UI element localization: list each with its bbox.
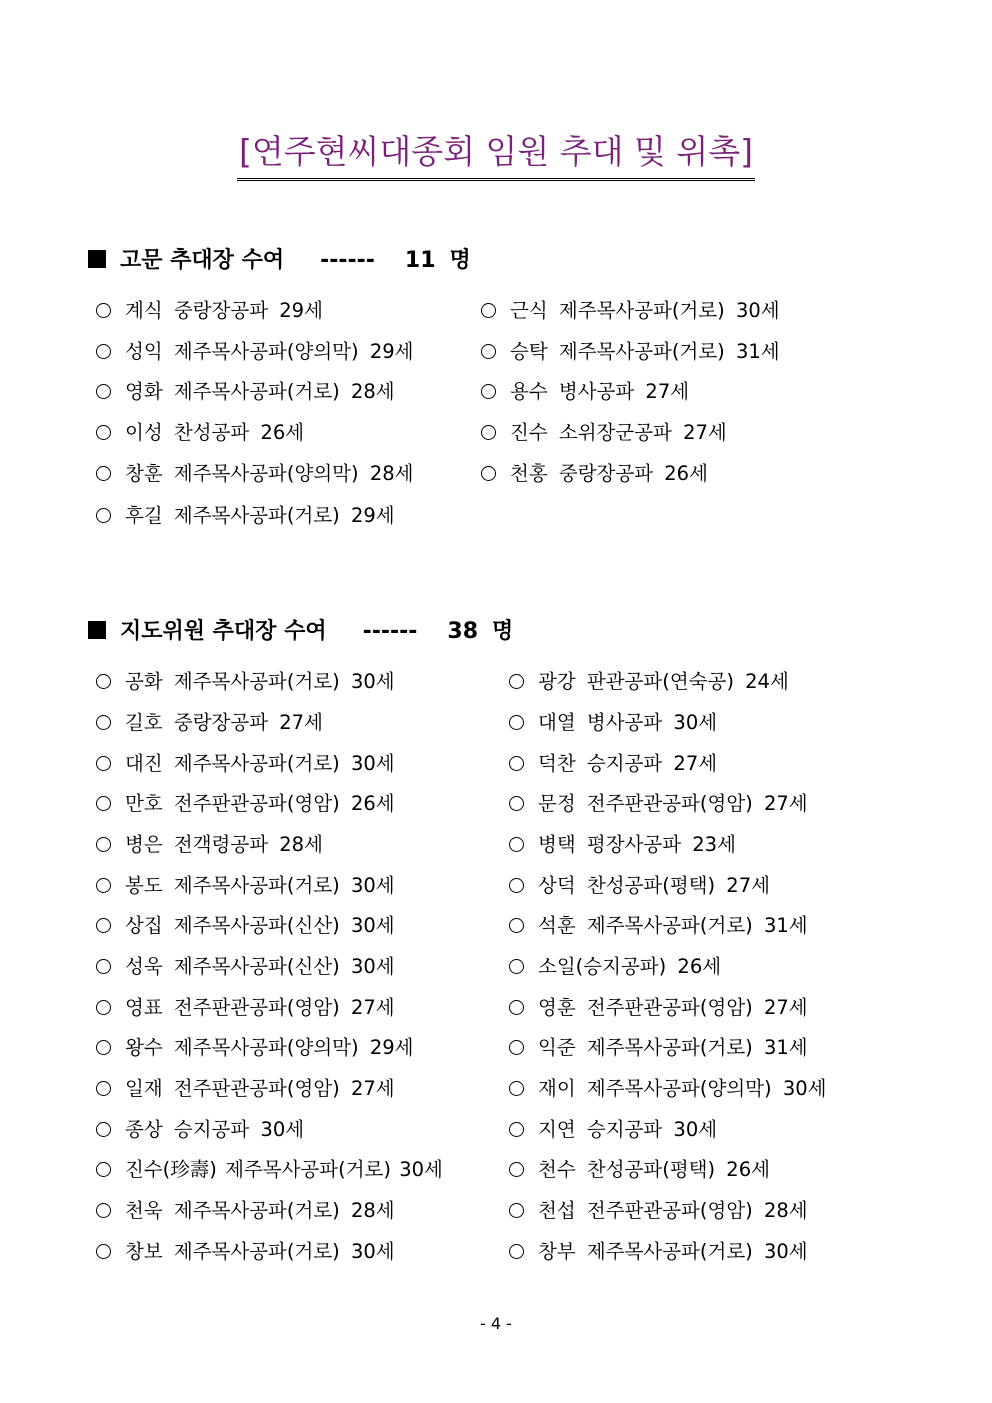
list-item: 용수 병사공파 27세: [481, 378, 689, 406]
section-heading-label: 고문 추대장 수여: [120, 248, 285, 273]
section-heading-unit: 명: [492, 619, 514, 644]
circle-bullet-icon: [96, 466, 111, 481]
circle-bullet-icon: [509, 837, 524, 852]
list-item: 진수(珍壽) 제주목사공파(거로) 30세: [96, 1156, 443, 1184]
list-item: 병은 전객령공파 28세: [96, 831, 323, 859]
circle-bullet-icon: [481, 425, 496, 440]
square-bullet-icon: [88, 250, 106, 268]
circle-bullet-icon: [509, 1081, 524, 1096]
circle-bullet-icon: [96, 756, 111, 771]
list-item: 병택 평장사공파 23세: [509, 831, 736, 859]
section-heading-advisory-members: [88, 617, 513, 647]
circle-bullet-icon: [481, 384, 496, 399]
circle-bullet-icon: [509, 878, 524, 893]
circle-bullet-icon: [481, 303, 496, 318]
list-item: 천수 찬성공파(평택) 26세: [509, 1156, 770, 1184]
list-item: 창부 제주목사공파(거로) 30세: [509, 1238, 808, 1266]
list-item: 승탁 제주목사공파(거로) 31세: [481, 338, 780, 366]
list-item: 공화 제주목사공파(거로) 30세: [96, 668, 395, 696]
circle-bullet-icon: [509, 796, 524, 811]
list-item: 광강 판관공파(연숙공) 24세: [509, 668, 789, 696]
circle-bullet-icon: [96, 918, 111, 933]
section-heading-dashes: ------: [320, 248, 375, 273]
circle-bullet-icon: [96, 1244, 111, 1259]
section-heading-label: 지도위원 추대장 수여: [120, 619, 327, 644]
list-item: 종상 승지공파 30세: [96, 1116, 304, 1144]
list-item: 천섭 전주판관공파(영암) 28세: [509, 1197, 808, 1225]
circle-bullet-icon: [509, 756, 524, 771]
circle-bullet-icon: [96, 878, 111, 893]
circle-bullet-icon: [96, 837, 111, 852]
list-item: 천홍 중랑장공파 26세: [481, 460, 708, 488]
section-heading-count: 11: [404, 248, 436, 273]
list-item: 석훈 제주목사공파(거로) 31세: [509, 912, 808, 940]
page-number: - 4 -: [480, 1314, 512, 1333]
circle-bullet-icon: [96, 1000, 111, 1015]
list-item: 성욱 제주목사공파(신산) 30세: [96, 953, 395, 981]
list-item: 영훈 전주판관공파(영암) 27세: [509, 994, 808, 1022]
circle-bullet-icon: [96, 1203, 111, 1218]
list-item: 익준 제주목사공파(거로) 31세: [509, 1034, 808, 1062]
circle-bullet-icon: [96, 1162, 111, 1177]
list-item: 근식 제주목사공파(거로) 30세: [481, 297, 780, 325]
circle-bullet-icon: [509, 1122, 524, 1137]
list-item: 영화 제주목사공파(거로) 28세: [96, 378, 395, 406]
list-item: 계식 중랑장공파 29세: [96, 297, 323, 325]
list-item: 천욱 제주목사공파(거로) 28세: [96, 1197, 395, 1225]
circle-bullet-icon: [96, 715, 111, 730]
circle-bullet-icon: [96, 1040, 111, 1055]
list-item: 상집 제주목사공파(신산) 30세: [96, 912, 395, 940]
list-item: 후길 제주목사공파(거로) 29세: [96, 502, 395, 530]
section-heading-count: 38: [447, 619, 479, 644]
circle-bullet-icon: [96, 1122, 111, 1137]
circle-bullet-icon: [96, 303, 111, 318]
list-item: 이성 찬성공파 26세: [96, 419, 304, 447]
circle-bullet-icon: [481, 344, 496, 359]
list-item: 영표 전주판관공파(영암) 27세: [96, 994, 395, 1022]
circle-bullet-icon: [96, 425, 111, 440]
circle-bullet-icon: [96, 1081, 111, 1096]
list-item: 창훈 제주목사공파(양의막) 28세: [96, 460, 413, 488]
list-item: 성익 제주목사공파(양의막) 29세: [96, 338, 413, 366]
section-heading-advisors: [88, 246, 471, 276]
list-item: 일재 전주판관공파(영암) 27세: [96, 1075, 395, 1103]
list-item: 소일(승지공파) 26세: [509, 953, 721, 981]
circle-bullet-icon: [481, 466, 496, 481]
list-item: 재이 제주목사공파(양의막) 30세: [509, 1075, 826, 1103]
list-item: 덕찬 승지공파 27세: [509, 750, 717, 778]
circle-bullet-icon: [509, 674, 524, 689]
page-title-text: [연주현씨대종회 임원 추대 및 위촉]: [237, 128, 755, 181]
circle-bullet-icon: [509, 1040, 524, 1055]
circle-bullet-icon: [96, 796, 111, 811]
page-title: [0, 128, 992, 181]
circle-bullet-icon: [509, 1244, 524, 1259]
circle-bullet-icon: [96, 959, 111, 974]
list-item: 진수 소위장군공파 27세: [481, 419, 727, 447]
circle-bullet-icon: [509, 959, 524, 974]
circle-bullet-icon: [96, 674, 111, 689]
section-heading-unit: 명: [449, 248, 471, 273]
list-item: 상덕 찬성공파(평택) 27세: [509, 872, 770, 900]
circle-bullet-icon: [509, 1000, 524, 1015]
list-item: 왕수 제주목사공파(양의막) 29세: [96, 1034, 413, 1062]
list-item: 창보 제주목사공파(거로) 30세: [96, 1238, 395, 1266]
circle-bullet-icon: [96, 508, 111, 523]
circle-bullet-icon: [509, 715, 524, 730]
circle-bullet-icon: [509, 918, 524, 933]
list-item: 길호 중랑장공파 27세: [96, 709, 323, 737]
list-item: 문정 전주판관공파(영암) 27세: [509, 790, 808, 818]
circle-bullet-icon: [509, 1203, 524, 1218]
list-item: 지연 승지공파 30세: [509, 1116, 717, 1144]
list-item: 대진 제주목사공파(거로) 30세: [96, 750, 395, 778]
list-item: 봉도 제주목사공파(거로) 30세: [96, 872, 395, 900]
circle-bullet-icon: [509, 1162, 524, 1177]
circle-bullet-icon: [96, 344, 111, 359]
list-item: 대열 병사공파 30세: [509, 709, 717, 737]
circle-bullet-icon: [96, 384, 111, 399]
section-heading-dashes: ------: [362, 619, 418, 644]
list-item: 만호 전주판관공파(영암) 26세: [96, 790, 395, 818]
square-bullet-icon: [88, 621, 106, 639]
